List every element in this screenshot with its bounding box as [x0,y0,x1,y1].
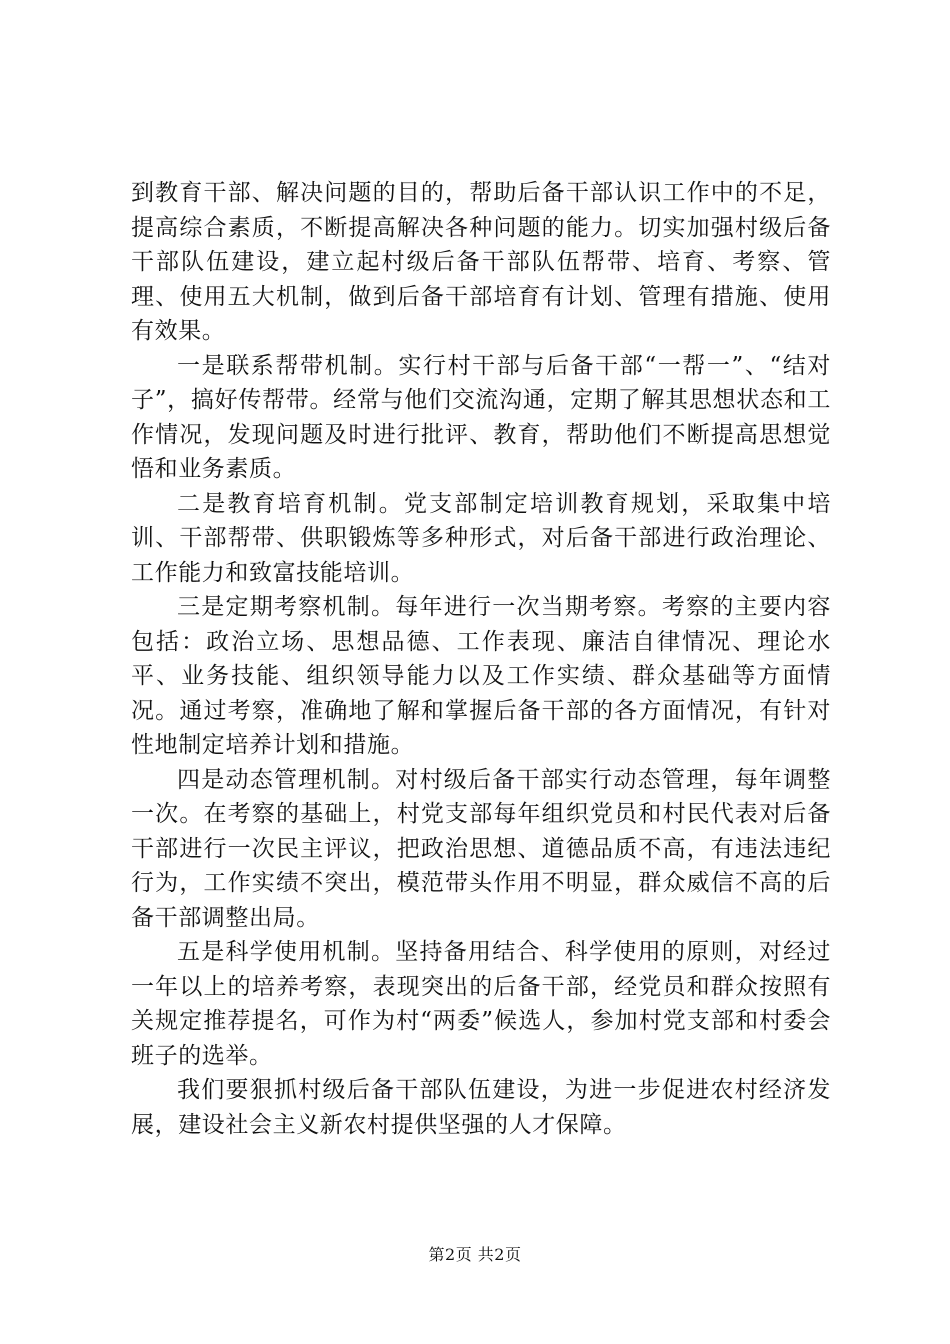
paragraph-mechanism-5: 五是科学使用机制。坚持备用结合、科学使用的原则，对经过一年以上的培养考察，表现突出的后备干部，经党员和群众按照有关规定推荐提名，可作为村“两委”候选人，参加村党支部和村委会班子的选举。 [131,939,831,1069]
page-footer [0,1245,950,1265]
paragraph-mechanism-2: 二是教育培育机制。党支部制定培训教育规划，采取集中培训、干部帮带、供职锻炼等多种形式，对后备干部进行政治理论、工作能力和致富技能培训。 [131,490,831,586]
document-body [131,176,831,1142]
paragraph-mechanism-4: 四是动态管理机制。对村级后备干部实行动态管理，每年调整一次。在考察的基础上，村党支部每年组织党员和村民代表对后备干部进行一次民主评议，把政治思想、道德品质不高，有违法违纪行为，工作实绩不突出，模范带头作用不明显，群众威信不高的后备干部调整出局。 [131,766,831,931]
paragraph-conclusion: 我们要狠抓村级后备干部队伍建设，为进一步促进农村经济发展，建设社会主义新农村提供坚强的人才保障。 [131,1077,831,1138]
paragraph-mechanism-3: 三是定期考察机制。每年进行一次当期考察。考察的主要内容包括：政治立场、思想品德、工作表现、廉洁自律情况、理论水平、业务技能、组织领导能力以及工作实绩、群众基础等方面情况。通过考察，准确地了解和掌握后备干部的各方面情况，有针对性地制定培养计划和措施。 [131,594,831,758]
page-number: 第2页 共2页 [428,1245,522,1264]
paragraph-mechanism-1: 一是联系帮带机制。实行村干部与后备干部“一帮一”、“结对子”，搞好传帮带。经常与他们交流沟通，定期了解其思想状态和工作情况，发现问题及时进行批评、教育，帮助他们不断提高思想觉悟和业务素质。 [131,352,831,482]
paragraph-continuation: 到教育干部、解决问题的目的，帮助后备干部认识工作中的不足，提高综合素质，不断提高解决各种问题的能力。切实加强村级后备干部队伍建设，建立起村级后备干部队伍帮带、培育、考察、管理、使用五大机制，做到后备干部培育有计划、管理有措施、使用有效果。 [131,180,831,344]
